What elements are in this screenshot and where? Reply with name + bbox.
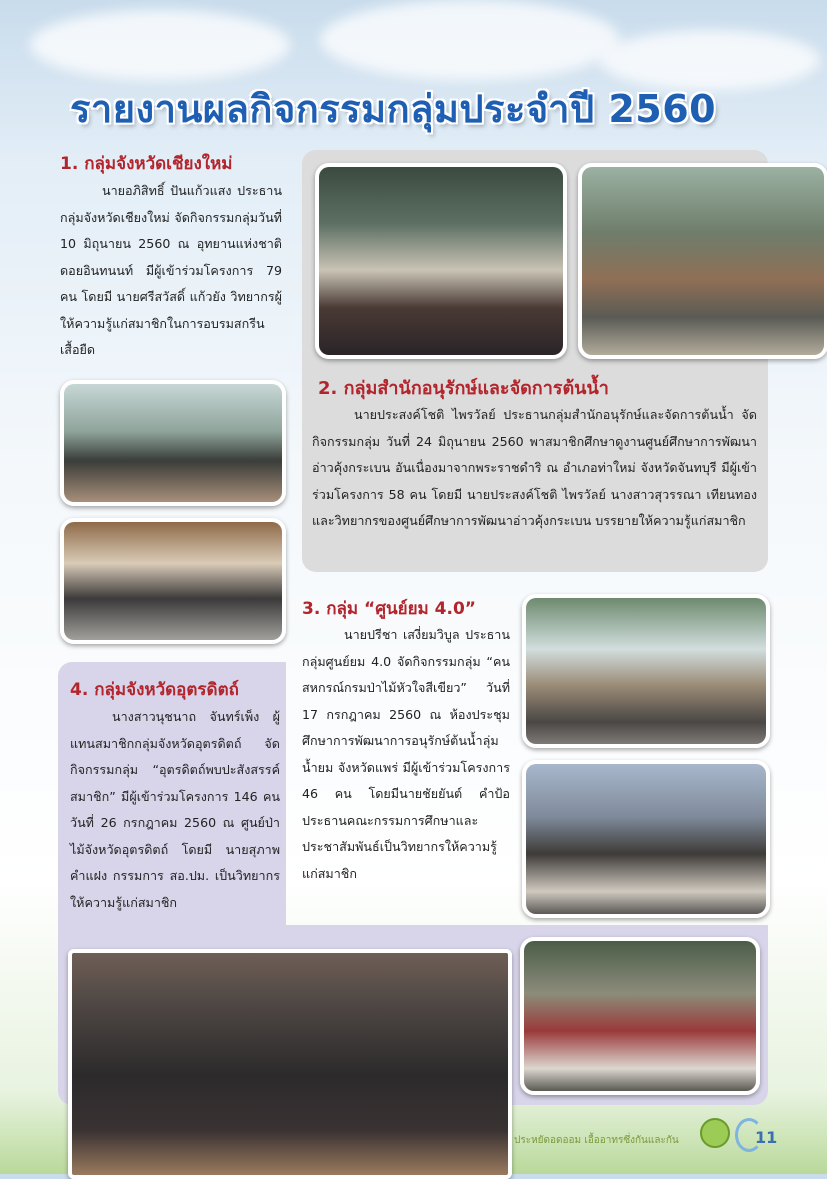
photo-meeting-room xyxy=(315,163,567,359)
photo-seminar-hall xyxy=(522,594,770,748)
photo-boardwalk xyxy=(578,163,827,359)
section-2-heading: 2. กลุ่มสำนักอนุรักษ์และจัดการต้นน้ำ xyxy=(318,378,609,399)
cloud-decoration xyxy=(320,0,620,80)
section-1-heading: 1. กลุ่มจังหวัดเชียงใหม่ xyxy=(60,154,233,174)
photo-group-uttaradit xyxy=(68,949,512,1179)
photo-registration xyxy=(520,937,760,1095)
page-number: 11 xyxy=(755,1128,778,1147)
section-3-body: นายปรีชา เสงี่ยมวิบูล ประธานกลุ่มศูนย์ยม 4.0 จัดกิจกรรมกลุ่ม “คนสหกรณ์กรมป่าไม้หัวใจสีเขียว” วันที่ 17 กรกฎาคม 2560 ณ ห้องประชุมศึกษาการพัฒนาการอนุรักษ์ต้นน้ำลุ่มน้ำยม จังหวัดแพร่ มีผู้เข้าร่วมโครงการ 46 คน โดยมีนายชัยยันต์ คำป้อ ประธานคณะกรรมการศึกษาและประชาสัมพันธ์เป็นวิทยากรให้ความรู้แก่สมาชิก xyxy=(302,627,510,881)
section-3-heading: 3. กลุ่ม “ศูนย์ยม 4.0” xyxy=(302,599,476,619)
photo-workshop xyxy=(522,760,770,918)
page-title: รายงานผลกิจกรรมกลุ่มประจำปี 2560 xyxy=(70,87,717,131)
photo-screen-printing xyxy=(60,518,286,644)
section-4-heading: 4. กลุ่มจังหวัดอุตรดิตถ์ xyxy=(70,680,239,700)
section-1-body: นายอภิสิทธิ์ ปันแก้วแสง ประธานกลุ่มจังหวัดเชียงใหม่ จัดกิจกรรมกลุ่มวันที่ 10 มิถุนายน 2560 ณ อุทยานแห่งชาติดอยอินทนนท์ มีผู้เข้าร่วมโครงการ 79 คน โดยมี นายศรีสวัสดิ์ แก้วยัง วิทยากรผู้ให้ความรู้แก่สมาชิกในการอบรมสกรีนเสื้อยืด xyxy=(60,183,282,357)
footer-slogan: ประหยัดอดออม เอื้ออาทรซึ่งกันและกัน xyxy=(514,1135,679,1146)
cloud-decoration xyxy=(30,10,290,80)
section-2-body: นายประสงค์โชติ ไพรวัลย์ ประธานกลุ่มสำนักอนุรักษ์และจัดการต้นน้ำ จัดกิจกรรมกลุ่ม วันที่ 24 มิถุนายน 2560 พาสมาชิกศึกษาดูงานศูนย์ศึกษาการพัฒนาอ่าวคุ้งกระเบน อันเนื่องมาจากพระราชดำริ ณ อำเภอท่าใหม่ จังหวัดจันทบุรี มีผู้เข้าร่วมโครงการ 58 คน โดยมี นายประสงค์โชติ ไพรวัลย์ นางสาวสุวรรณา เทียนทอง และวิทยากรของศูนย์ศึกษาการพัฒนาอ่าวคุ้งกระเบน บรรยายให้ความรู้แก่สมาชิก xyxy=(312,407,757,528)
section-4-body: นางสาวนุชนาถ จันทร์เพ็ง ผู้แทนสมาชิกกลุ่มจังหวัดอุตรดิตถ์ จัดกิจกรรมกลุ่ม “อุตรดิตถ์พบปะสังสรรค์สมาชิก” มีผู้เข้าร่วมโครงการ 146 คน วันที่ 26 กรกฎาคม 2560 ณ ศูนย์ป่าไม้จังหวัดอุตรดิตถ์ โดยมี นายสุภาพ คำแฝง กรรมการ สอ.ปม. เป็นวิทยากรให้ความรู้แก่สมาชิก xyxy=(70,709,280,910)
photo-group-chiangmai xyxy=(60,380,286,506)
mascot-icon xyxy=(700,1118,730,1148)
